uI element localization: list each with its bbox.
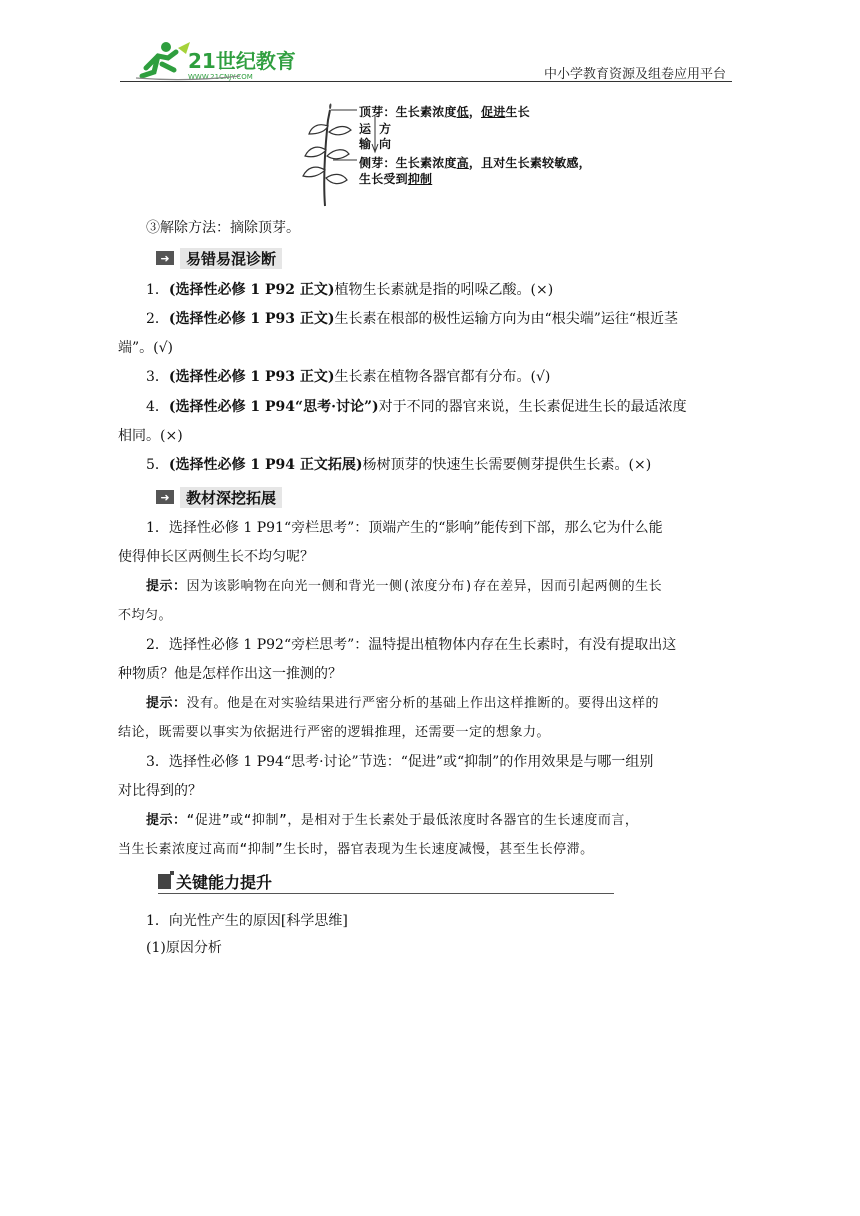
judgement-item: 1．(选择性必修 1 P92 正文)植物生长素就是指的吲哚乙酸。(×) (146, 282, 554, 298)
platform-name: 中小学教育资源及组卷应用平台 (543, 67, 726, 82)
section-title: 关键能力提升 (176, 873, 273, 892)
arrow-right-icon: ➜ (156, 251, 174, 265)
judgement-item-continuation: 端”。(√) (118, 340, 174, 356)
page-header (120, 38, 732, 84)
judgement-item: 4．(选择性必修 1 P94“思考·讨论”)对于不同的器官来说，生长素促进生长的最适浓度 (146, 399, 687, 415)
hint-continuation: 当生长素浓度过高而“抑制”生长时，器官表现为生长速度减慢，甚至生长停滞。 (118, 842, 594, 857)
subtopic-heading: (1)原因分析 (146, 940, 222, 956)
side-bud-label-line2: 生长受到抑制 (359, 172, 433, 186)
apical-dominance-diagram (295, 98, 595, 210)
hint-continuation: 结论，既需要以事实为依据进行严密的逻辑推理，还需要一定的想象力。 (118, 725, 551, 740)
transport-label-2: 输 (359, 137, 372, 151)
question-item: 2．选择性必修 1 P92“旁栏思考”：温特提出植物体内存在生长素时，有没有提取出这 (146, 637, 677, 653)
square-bullet-icon (158, 874, 171, 889)
hint-paragraph: 提示：没有。他是在对实验结果进行严密分析的基础上作出这样推断的。要得出这样的 (146, 696, 660, 711)
brand-logo (128, 38, 298, 82)
hint-paragraph: 提示：因为该影响物在向光一侧和背光一侧(浓度分布)存在差异，因而引起两侧的生长 (146, 579, 663, 594)
question-item: 1．选择性必修 1 P91“旁栏思考”：顶端产生的“影响”能传到下部，那么它为什么能 (146, 520, 663, 536)
header-divider (120, 81, 732, 82)
side-bud-label: 侧芽：生长素浓度高，且对生长素较敏感， (359, 156, 591, 170)
judgement-item: 3．(选择性必修 1 P93 正文)生长素在植物各器官都有分布。(√) (146, 369, 551, 385)
section-heading-textbook (156, 487, 282, 507)
svg-text:21世纪教育: 21世纪教育 (188, 49, 296, 73)
section-underline (158, 893, 614, 894)
judgement-item: 2．(选择性必修 1 P93 正文)生长素在根部的极性运输方向为由“根尖端”运往“根近茎 (146, 311, 679, 327)
svg-text:WWW.21CNJY.COM: WWW.21CNJY.COM (188, 73, 253, 81)
question-continuation: 种物质？他是怎样作出这一推测的？ (118, 666, 342, 682)
transport-label-1: 运 (359, 122, 372, 136)
hint-paragraph: 提示：“促进”或“抑制”，是相对于生长素处于最低浓度时各器官的生长速度而言， (146, 813, 639, 828)
section-heading-key-abilities (158, 870, 614, 894)
judgement-item: 5．(选择性必修 1 P94 正文拓展)杨树顶芽的快速生长需要侧芽提供生长素。(×) (146, 457, 652, 473)
section-title: 教材深挖拓展 (180, 487, 282, 508)
question-continuation: 使得伸长区两侧生长不均匀呢？ (118, 549, 314, 565)
arrow-right-icon: ➜ (156, 490, 174, 504)
question-item: 3．选择性必修 1 P94“思考·讨论”节选：“促进”或“抑制”的作用效果是与哪一组别 (146, 754, 654, 770)
topic-heading: 1．向光性产生的原因[科学思维] (146, 913, 348, 929)
judgement-item-continuation: 相同。(×) (118, 428, 183, 444)
section-heading-errors (156, 248, 282, 268)
section-title: 易错易混诊断 (180, 248, 282, 269)
top-bud-label: 顶芽：生长素浓度低，促进生长 (359, 105, 530, 119)
direction-label-1: 方 (379, 122, 392, 136)
removal-method: ③解除方法：摘除顶芽。 (146, 220, 300, 236)
direction-label-2: 向 (379, 137, 392, 151)
hint-continuation: 不均匀。 (118, 608, 173, 623)
question-continuation: 对比得到的？ (118, 783, 202, 799)
